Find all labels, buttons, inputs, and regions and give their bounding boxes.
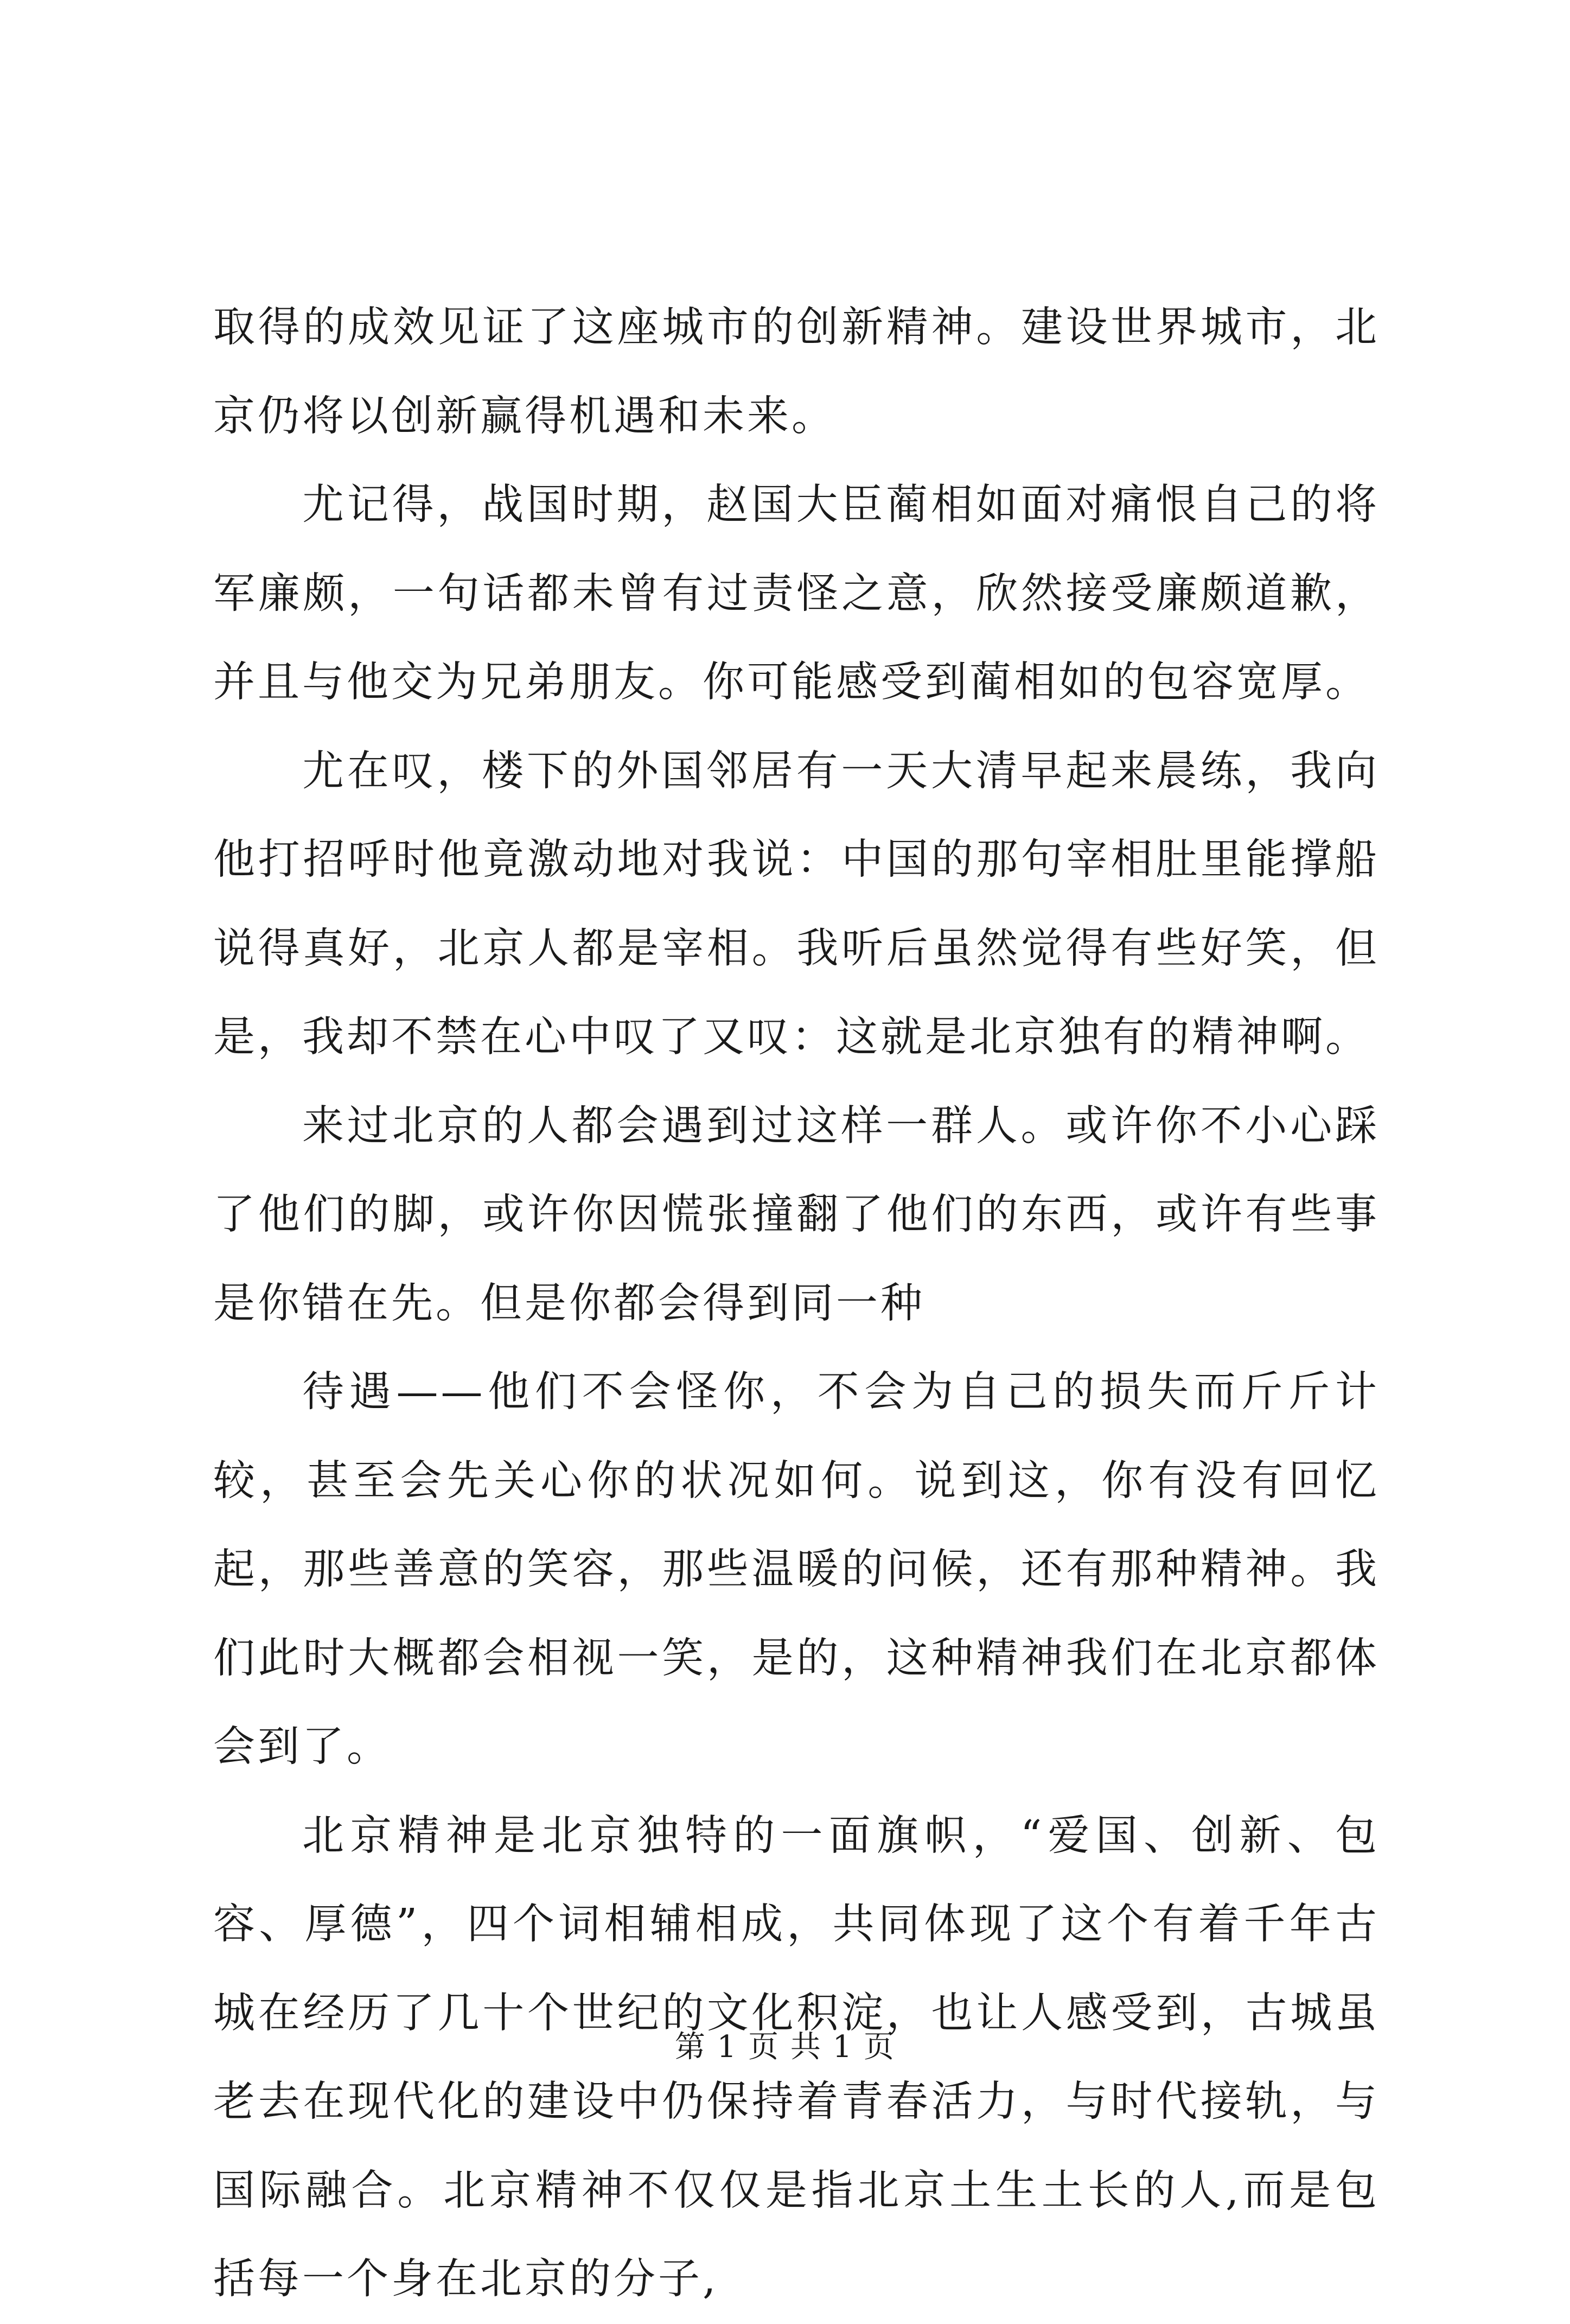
paragraph-2: 尤记得，战国时期，赵国大臣蔺相如面对痛恨自己的将军廉颇，一句话都未曾有过责怪之意，欣然接受廉颇道歉，并且与他交为兄弟朋友。你可能感受到蔺相如的包容宽厚。 (213, 481, 1380, 706)
paragraph-3: 尤在叹，楼下的外国邻居有一天大清早起来晨练，我向他打招呼时他竟激动地对我说：中国的那句宰相肚里能撑船说得真好，北京人都是宰相。我听后虽然觉得有些好笑，但是，我却不禁在心中叹了又叹：这就是北京独有的精神啊。 (213, 747, 1380, 1061)
paragraph-5: 待遇——他们不会怪你，不会为自己的损失而斤斤计较，甚至会先关心你的状况如何。说到这，你有没有回忆起，那些善意的笑容，那些温暖的问候，还有那种精神。我们此时大概都会相视一笑，是的，这种精神我们在北京都体会到了。 (213, 1368, 1380, 1771)
paragraph-1: 取得的成效见证了这座城市的创新精神。建设世界城市，北京仍将以创新赢得机遇和未来。 (213, 303, 1380, 441)
paragraph-4: 来过北京的人都会遇到过这样一群人。或许你不小心踩了他们的脚，或许你因慌张撞翻了他们的东西，或许有些事是你错在先。但是你都会得到同一种 (213, 1101, 1380, 1328)
page-number-footer: 第 1 页 共 1 页 (674, 2029, 896, 2065)
document-body (213, 283, 1380, 2324)
paragraph-6: 北京精神是北京独特的一面旗帜，“爱国、创新、包容、厚德”，四个词相辅相成，共同体现了这个有着千年古城在经历了几十个世纪的文化积淀，也让人感受到，古城虽老去在现代化的建设中仍保持着青春活力，与时代接轨，与国际融合。北京精神不仅仅是指北京土生土长的人,而是包括每一个身在北京的分子, (213, 1811, 1380, 2303)
